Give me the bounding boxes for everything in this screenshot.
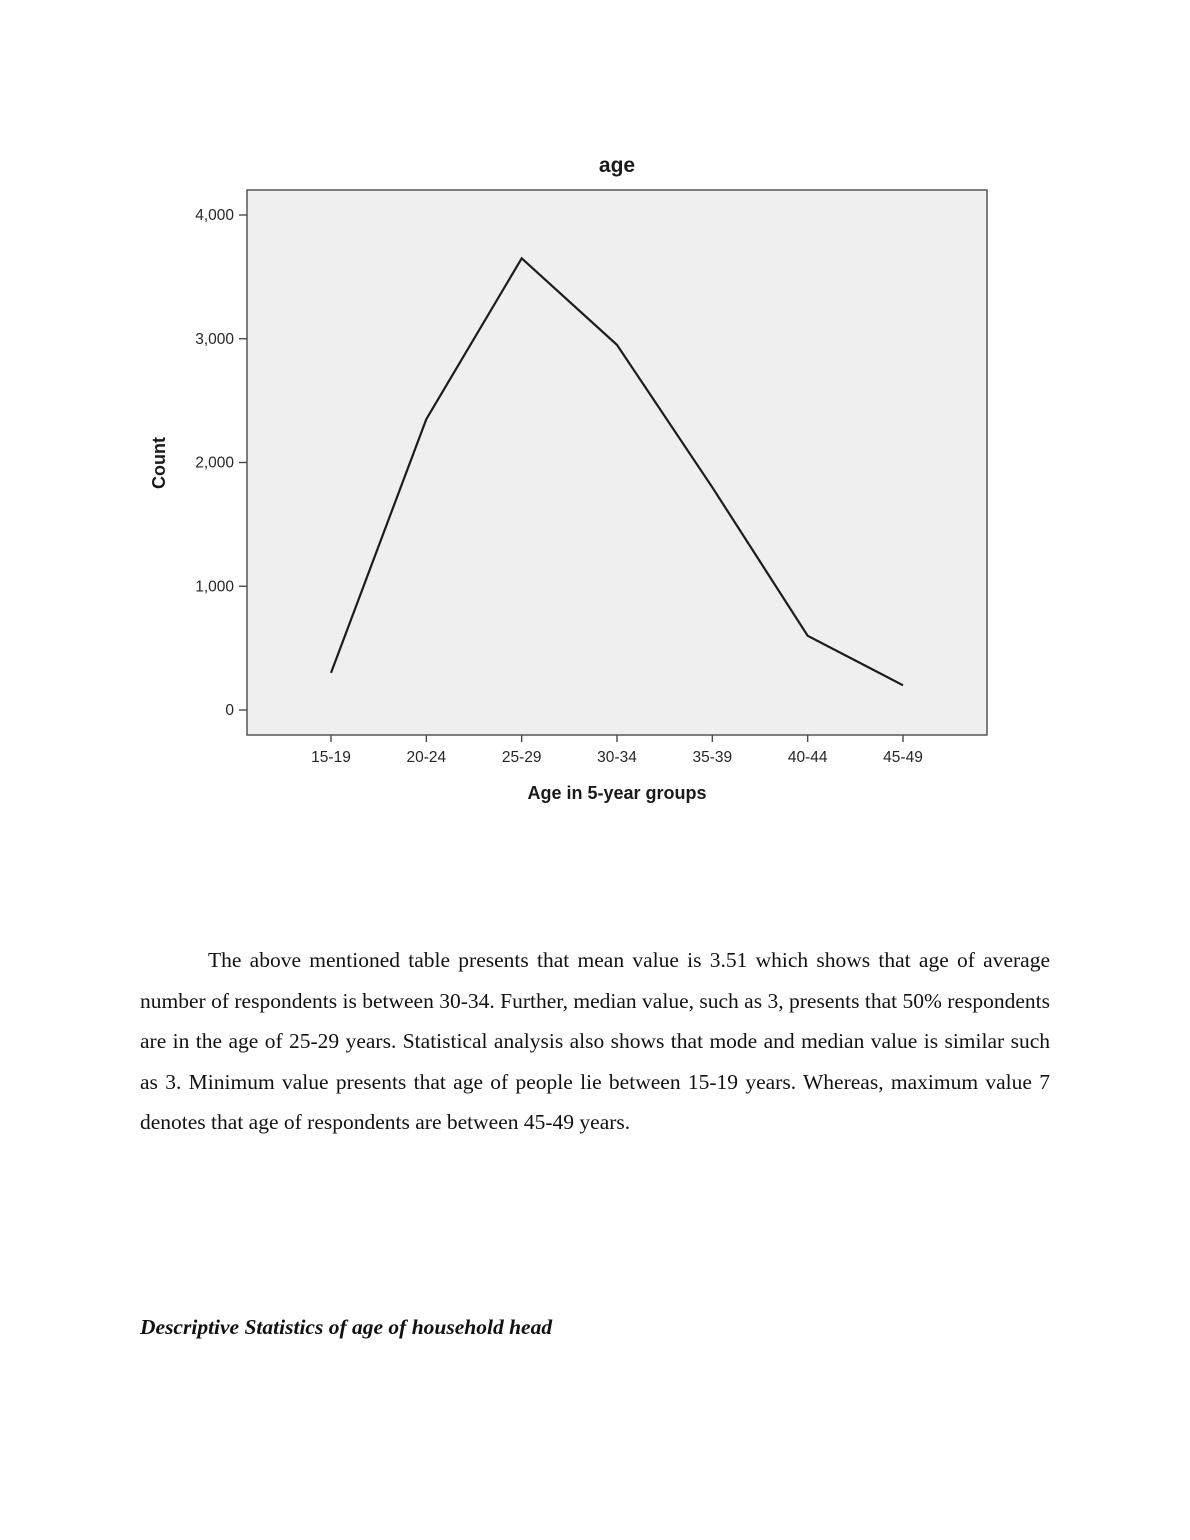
analysis-paragraph: The above mentioned table presents that mean value is 3.51 which shows that age of average number of respondents is between 30-34. Further, median value, such as 3, presents that 50% respondents are in the age of 25-29 years. Statistical analysis also shows that mode and median value is similar such as 3. Minimum value presents that age of people lie between 15-19 years. Whereas, maximum value 7 denotes that age of respondents are between 45-49 years. bbox=[140, 948, 1050, 1134]
svg-text:30-34: 30-34 bbox=[597, 749, 637, 766]
svg-text:20-24: 20-24 bbox=[406, 749, 447, 766]
section-heading: Descriptive Statistics of age of household head bbox=[140, 1314, 553, 1339]
svg-text:2,000: 2,000 bbox=[195, 454, 234, 472]
svg-text:15-19: 15-19 bbox=[311, 749, 351, 766]
svg-text:1,000: 1,000 bbox=[195, 578, 234, 596]
age-line-chart bbox=[137, 145, 1047, 817]
svg-text:4,000: 4,000 bbox=[195, 207, 234, 224]
chart-block bbox=[137, 145, 1047, 822]
svg-text:45-49: 45-49 bbox=[883, 749, 923, 766]
chart-plot-group bbox=[195, 190, 987, 766]
x-axis-label: Age in 5-year groups bbox=[527, 783, 707, 803]
text-block bbox=[140, 940, 1050, 1143]
chart-title: age bbox=[598, 154, 636, 177]
svg-text:35-39: 35-39 bbox=[692, 749, 733, 766]
svg-text:25-29: 25-29 bbox=[501, 749, 542, 766]
svg-text:3,000: 3,000 bbox=[195, 330, 234, 348]
y-axis-label: Count bbox=[149, 437, 169, 489]
svg-text:40-44: 40-44 bbox=[787, 749, 828, 766]
svg-text:0: 0 bbox=[225, 702, 234, 719]
